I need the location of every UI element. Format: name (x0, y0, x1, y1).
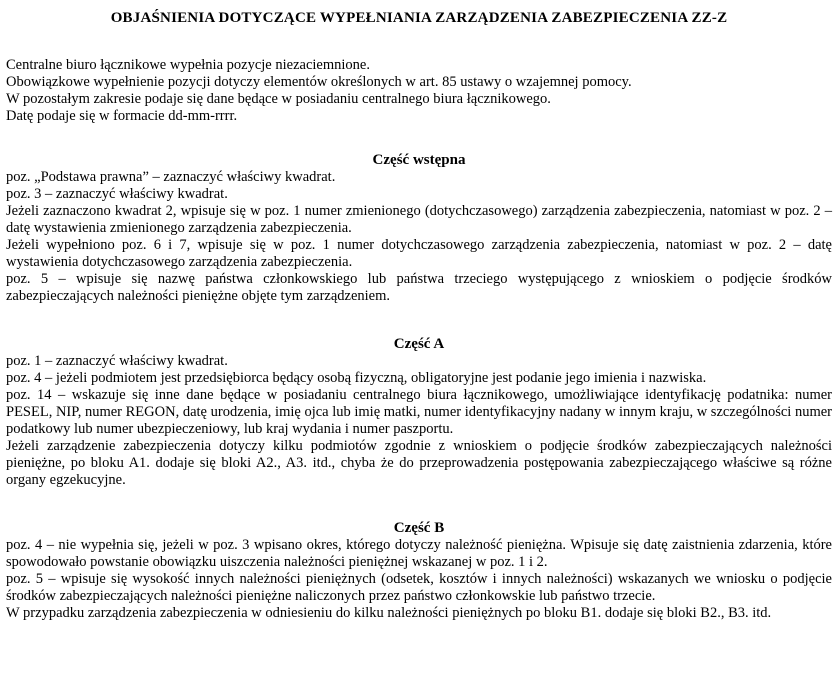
section-heading-czesc-a: Część A (393, 336, 445, 352)
intro-block (6, 57, 832, 125)
section-paragraph: W przypadku zarządzenia zabezpieczenia w odniesieniu do kilku należności pieniężnych po bloku B1. dodaje się bloki B2., B3. itd. (6, 605, 772, 621)
section-paragraph: poz. 5 – wpisuje się wysokość innych należności pieniężnych (odsetek, kosztów i innych należności) wskazanych we wniosku o podjęcie środków zabezpieczających należności pieniężne naliczonych przez państwo członkowskie lub państwo trzecie. (6, 571, 832, 604)
section-paragraph: poz. 4 – nie wypełnia się, jeżeli w poz. 3 wpisano okres, którego dotyczy należność pieniężna. Wpisuje się datę zaistnienia zdarzenia, które spowodowało powstanie obowiązku uiszczenia należności pieniężnej wskazanej w poz. 1 i 2. (6, 537, 832, 570)
section-czesc-b (6, 520, 832, 622)
section-czesc-a (6, 336, 832, 489)
section-paragraph: poz. 1 – zaznaczyć właściwy kwadrat. (6, 353, 228, 369)
section-heading-czesc-b: Część B (393, 520, 445, 536)
section-paragraph: Jeżeli wypełniono poz. 6 i 7, wpisuje się w poz. 1 numer dotychczasowego zarządzenia zabezpieczenia, natomiast w poz. 2 – datę wystawienia dotychczasowego zarządzenia zabezpieczenia. (6, 237, 832, 270)
section-paragraph: poz. 5 – wpisuje się nazwę państwa członkowskiego lub państwa trzeciego występującego z wnioskiem o podjęcie środków zabezpieczających należności pieniężne objęte tym zarządzeniem. (6, 271, 832, 304)
section-czesc-wstepna (6, 152, 832, 305)
document-title: OBJAŚNIENIA DOTYCZĄCE WYPEŁNIANIA ZARZĄDZENIA ZABEZPIECZENIA ZZ-Z (110, 10, 728, 26)
intro-line-1: Centralne biuro łącznikowe wypełnia pozycje niezaciemnione. (6, 57, 370, 73)
section-paragraph: Jeżeli zarządzenie zabezpieczenia dotyczy kilku podmiotów zgodnie z wnioskiem o podjęcie środków zabezpieczających należności pieniężne, po bloku A1. dodaje się bloki A2., A3. itd., chyba że do przeprowadzenia postępowania zabezpieczającego właściwe są różne organy egzekucyjne. (6, 438, 832, 488)
section-paragraph: poz. 3 – zaznaczyć właściwy kwadrat. (6, 186, 228, 202)
intro-line-3: W pozostałym zakresie podaje się dane będące w posiadaniu centralnego biura łącznikowego. (6, 91, 551, 107)
section-heading-czesc-wstepna: Część wstępna (372, 152, 466, 168)
section-paragraph: Jeżeli zaznaczono kwadrat 2, wpisuje się w poz. 1 numer zmienionego (dotychczasowego) zarządzenia zabezpieczenia, natomiast w poz. 2 – datę wystawienia zmienionego zarządzenia zabezpieczenia. (6, 203, 832, 236)
intro-line-4: Datę podaje się w formacie dd-mm-rrrr. (6, 108, 238, 124)
section-paragraph: poz. „Podstawa prawna” – zaznaczyć właściwy kwadrat. (6, 169, 336, 185)
section-paragraph: poz. 14 – wskazuje się inne dane będące w posiadaniu centralnego biura łącznikowego, umożliwiające identyfikację podatnika: numer PESEL, NIP, numer REGON, datę urodzenia, imię ojca lub imię matki, numer identyfikacyjny nadany w innym kraju, w szczególności numer podatkowy lub numer ubezpieczeniowy, lub kraj wydania i numer paszportu. (6, 387, 832, 437)
section-paragraph: poz. 4 – jeżeli podmiotem jest przedsiębiorca będący osobą fizyczną, obligatoryjne jest podanie jego imienia i nazwiska. (6, 370, 707, 386)
intro-line-2: Obowiązkowe wypełnienie pozycji dotyczy elementów określonych w art. 85 ustawy o wzajemnej pomocy. (6, 74, 632, 90)
